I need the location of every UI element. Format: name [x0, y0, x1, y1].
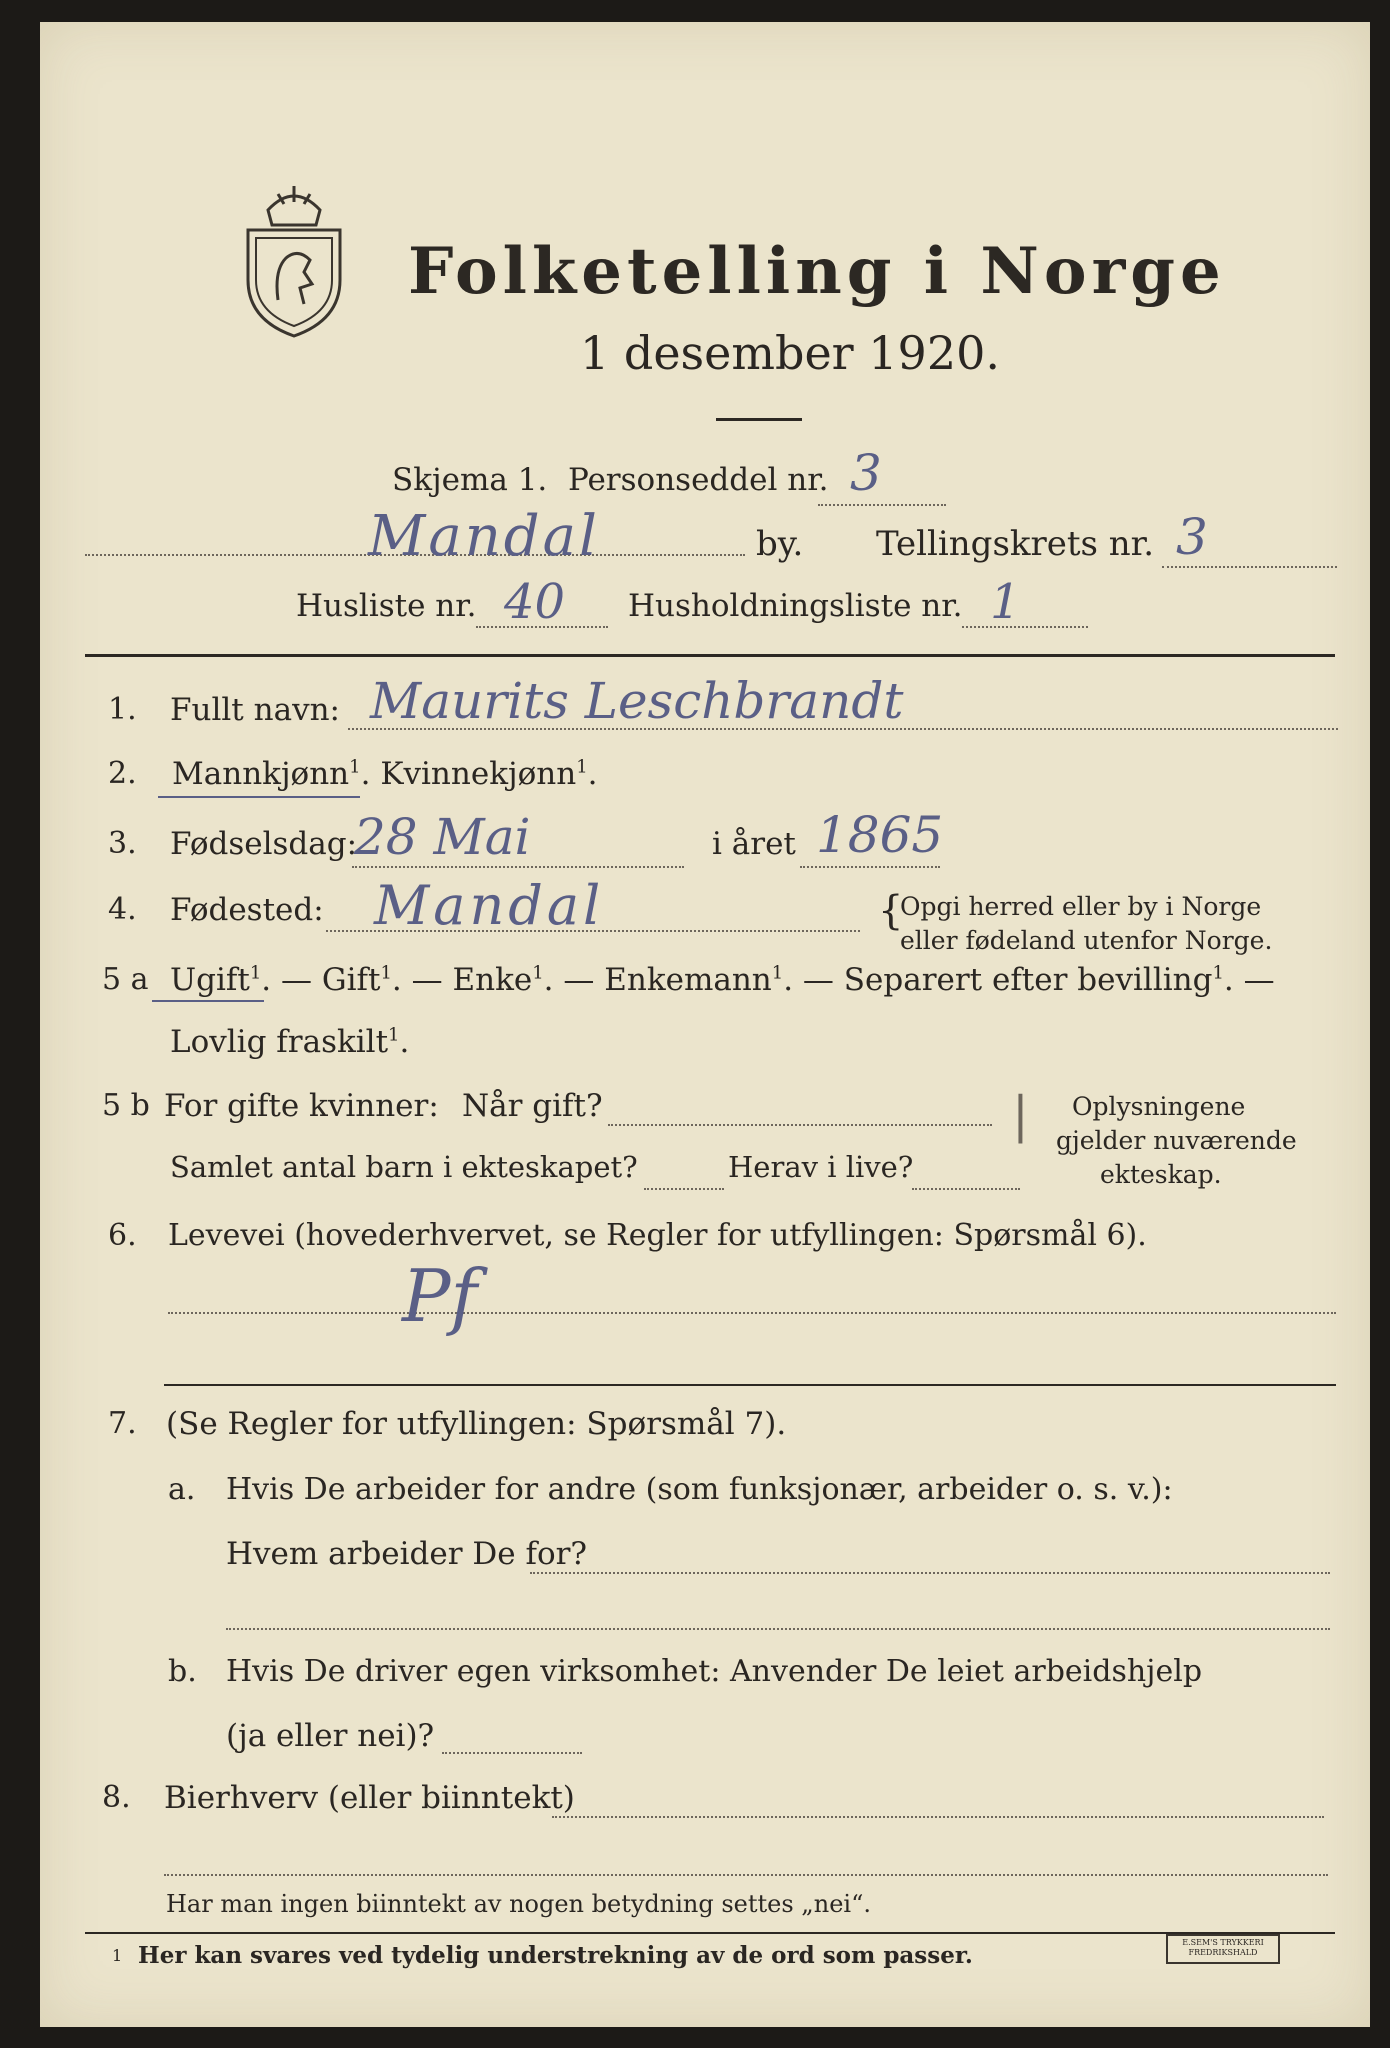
q2-female: Kvinnekjønn [380, 756, 577, 792]
q7-number: 7. [108, 1406, 137, 1441]
by-value: Mandal [368, 504, 600, 569]
q3-year-field [800, 866, 940, 868]
q8-note: Har man ingen biinntekt av nogen betydning settes „nei“. [166, 1890, 871, 1918]
personseddel-field [818, 504, 946, 506]
q3-label: Fødselsdag: [170, 826, 358, 862]
q7-label: (Se Regler for utfyllingen: Spørsmål 7). [166, 1406, 787, 1442]
tellingskrets-value: 3 [1176, 508, 1208, 566]
q5b-note-1: Oplysningene [1072, 1092, 1246, 1121]
q5a-lovlig-line: Lovlig fraskilt$^1$. [170, 1024, 410, 1060]
husholdning-field [962, 626, 1088, 628]
q5a-gift: Gift [321, 962, 381, 998]
q2-male: Mannkjønn [172, 756, 350, 792]
q7a-text: Hvis De arbeider for andre (som funksjonær, arbeider o. s. v.): [226, 1472, 1173, 1507]
form-title: Folketelling i Norge [408, 234, 1226, 309]
q1-label: Fullt navn: [170, 692, 340, 728]
q3-value: 28 Mai [354, 808, 531, 866]
q5a-lovlig: Lovlig fraskilt [170, 1024, 389, 1060]
q8-label: Bierhverv (eller biinntekt) [164, 1780, 575, 1816]
q5b-herav-field [912, 1188, 1020, 1190]
q5a-enke: Enke [452, 962, 533, 998]
q4-label: Fødested: [170, 892, 324, 928]
q1-number: 1. [108, 692, 137, 727]
q6-field-1 [168, 1312, 1336, 1314]
tellingskrets-field [1162, 566, 1337, 568]
footnote-mark: 1 [112, 1946, 123, 1965]
q5b-naar-field [608, 1124, 992, 1126]
footnote-divider [85, 1932, 1335, 1934]
q5b-samlet-label: Samlet antal barn i ekteskapet? [170, 1150, 638, 1184]
tellingskrets-label: Tellingskrets nr. [876, 524, 1155, 564]
q1-value: Maurits Leschbrandt [370, 672, 904, 730]
q6-value: Pf [402, 1254, 478, 1338]
q5b-brace: | [1012, 1086, 1029, 1144]
q7a-number: a. [168, 1472, 196, 1507]
q5a-enkemann: Enkemann [604, 962, 772, 998]
q3-year-label: i året [712, 826, 796, 862]
q2-number: 2. [108, 756, 137, 791]
husliste-label: Husliste nr. [296, 588, 477, 624]
q5b-note-3: ekteskap. [1100, 1160, 1222, 1189]
q8-field-2 [164, 1874, 1328, 1876]
skjema-label: Skjema 1. [392, 462, 548, 498]
q7b-field [442, 1752, 582, 1754]
norwegian-coat-of-arms-icon [238, 180, 350, 340]
printer-stamp [1166, 1934, 1280, 1964]
q5a-separert: Separert efter bevilling [843, 962, 1213, 998]
q7a-question: Hvem arbeider De for? [226, 1536, 588, 1572]
personseddel-value: 3 [850, 444, 882, 502]
title-divider [716, 418, 802, 421]
q5a-ugift: Ugift [170, 962, 250, 998]
q5a-number: 5 a [102, 962, 149, 997]
husholdning-label: Husholdningsliste nr. [628, 588, 963, 624]
q5a-ugift-underline [152, 1000, 264, 1002]
stamp-line-2: FREDRIKSHALD [1188, 1948, 1258, 1957]
q7b-question: (ja eller nei)? [226, 1718, 435, 1754]
q5b-naar-label: Når gift? [462, 1088, 603, 1124]
q4-value: Mandal [374, 874, 605, 937]
footnote-text: Her kan svares ved tydelig understrekning av de ord som passer. [138, 1942, 973, 1969]
q7a-field-2 [226, 1628, 1330, 1630]
form-date: 1 desember 1920. [580, 326, 1000, 380]
q4-brace: { [878, 888, 904, 934]
q3-field [352, 866, 684, 868]
q6-number: 6. [108, 1218, 137, 1253]
q5a-options: Ugift$^1$. — Gift$^1$. — Enke$^1$. — Enkemann$^1$. — Separert efter bevilling$^1$. — [170, 962, 1275, 998]
q7b-number: b. [168, 1654, 197, 1689]
q5b-herav-label: Herav i live? [728, 1150, 914, 1184]
q5b-note-2: gjelder nuværende [1056, 1126, 1297, 1155]
by-label: by. [756, 524, 804, 564]
q8-field-1 [552, 1816, 1324, 1818]
header-divider [85, 654, 1335, 657]
q8-number: 8. [102, 1780, 131, 1815]
q6-label: Levevei (hovederhvervet, se Regler for utfyllingen: Spørsmål 6). [168, 1218, 1147, 1253]
q4-note-2: eller fødeland utenfor Norge. [900, 926, 1273, 955]
q5b-label: For gifte kvinner: [164, 1088, 439, 1124]
q5b-samlet-field [644, 1188, 724, 1190]
personseddel-label: Personseddel nr. [568, 462, 829, 498]
q3-number: 3. [108, 826, 137, 861]
q4-note-1: Opgi herred eller by i Norge [900, 892, 1262, 921]
q6-field-2 [164, 1384, 1336, 1386]
q5b-number: 5 b [102, 1088, 150, 1123]
husholdning-value: 1 [990, 574, 1021, 630]
q7b-text: Hvis De driver egen virksomhet: Anvender De leiet arbeidshjelp [226, 1654, 1203, 1689]
q7a-field-1 [530, 1572, 1330, 1574]
q4-number: 4. [108, 892, 137, 927]
stamp-line-1: E.SEM'S TRYKKERI [1182, 1938, 1264, 1947]
q2-options: Mannkjønn$^1$. Kvinnekjønn$^1$. [172, 756, 598, 792]
census-form [40, 22, 1370, 2027]
husliste-value: 40 [504, 574, 566, 630]
q3-year-value: 1865 [816, 806, 944, 864]
q2-male-underline [158, 796, 360, 798]
